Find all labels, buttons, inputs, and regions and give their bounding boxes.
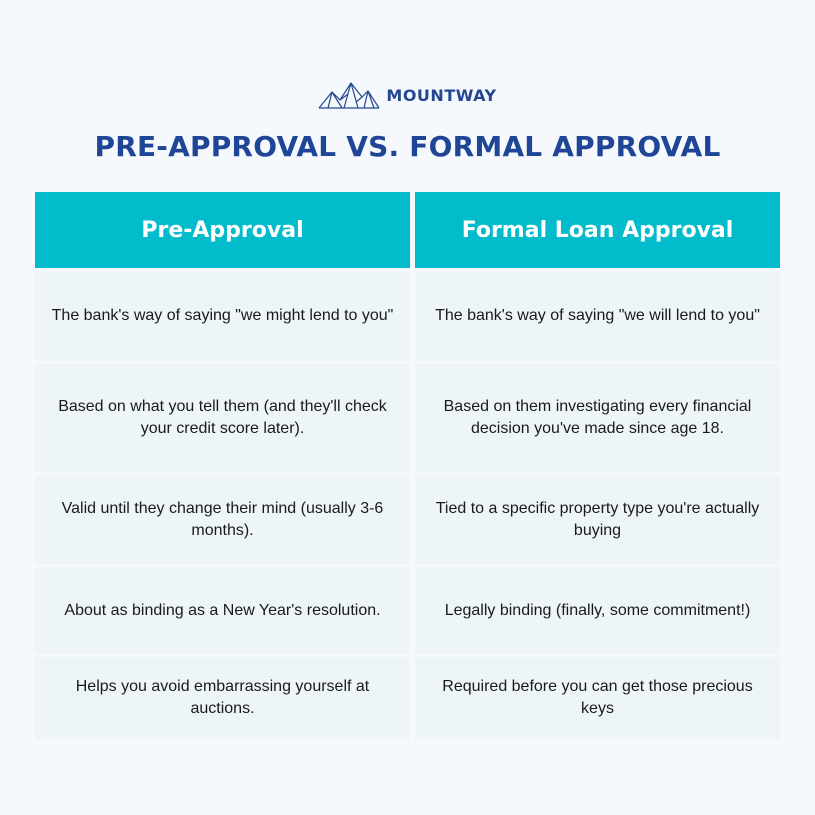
table-cell: Valid until they change their mind (usually 3-6 months). [35, 475, 410, 564]
mountain-icon [318, 80, 380, 110]
table-cell: Helps you avoid embarrassing yourself at auctions. [35, 657, 410, 739]
brand-logo [0, 78, 815, 112]
table-cell: Based on them investigating every financial decision you've made since age 18. [415, 364, 780, 472]
table-cell: About as binding as a New Year's resolution. [35, 567, 410, 654]
page-title: PRE-APPROVAL VS. FORMAL APPROVAL [94, 130, 721, 163]
comparison-table [35, 192, 780, 739]
column-header-formal-approval: Formal Loan Approval [415, 192, 780, 268]
table-cell: The bank's way of saying "we will lend to you" [415, 271, 780, 361]
table-cell: Based on what you tell them (and they'll check your credit score later). [35, 364, 410, 472]
brand-name: MOUNTWAY [386, 85, 497, 105]
table-cell: Required before you can get those precious keys [415, 657, 780, 739]
table-cell: Legally binding (finally, some commitment!) [415, 567, 780, 654]
column-header-pre-approval: Pre-Approval [35, 192, 410, 268]
table-cell: The bank's way of saying "we might lend to you" [35, 271, 410, 361]
table-cell: Tied to a specific property type you're actually buying [415, 475, 780, 564]
